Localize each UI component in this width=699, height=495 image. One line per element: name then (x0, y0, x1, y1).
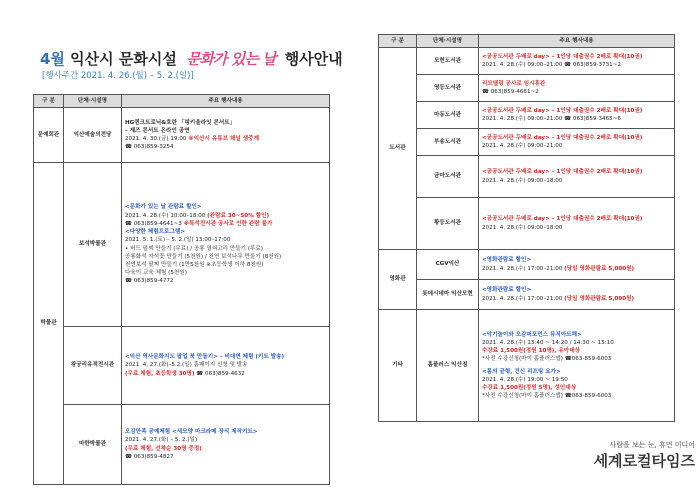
header-venue: 단체·시설명 (417, 35, 479, 48)
header-content: 주요 행사내용 (479, 35, 675, 48)
category-library: 도서관 (379, 48, 417, 250)
page-title: 4월 익산시 문화시설 문화가 있는 날 행사안내 (40, 50, 343, 68)
venue-jewelry-museum: 보석박물관 (64, 163, 122, 327)
event-cell: <영화관람료 할인> 2021. 4. 28.(수) 17:00–21:00 (당일 영화관람료 5,000원) (479, 280, 675, 310)
header-content: 주요 행사내용 (122, 95, 330, 108)
right-schedule-table (378, 34, 675, 422)
event-cell: <공공도서관 두배로 day> – 1인당 대출권수 2배로 확대(10권) 2021. 4. 28.(수) 09:00–21:00 ☎ 063)859-3465~6 (479, 102, 675, 129)
category-cultural-hall: 문예회관 (34, 108, 64, 163)
event-cell: <문화가 있는 날 관람료 할인> 2021. 4. 28.(수) 10:00–18:00 (관람료 30~50% 할인) ☎ 063)859-4641~3 ※특석전시관 공사로 인한 관람 불가 <다양한 체험프로그램> 2021. 5. 1.(토) – 5. 2.(일) 13:00–17:00 • 버드 펄찌 만들기 (무료) / 공룡 열쇠고리 만들기 (무료) 공룡화석 자석꽃 만들기 (5천원) / 천연 보석나무 만들기 (8천원) 천연보석 팔찌 만들기 (1만5천원 ※초등학생 이하 8천원) 다육이 교육 체험 (5천원) ☎ 063)859-4772 (122, 163, 330, 327)
event-cell: <공공도서관 두배로 day> – 1인당 대출권수 2배로 확대(10권) 2021. 4. 28.(수) 09:00–18:00 (479, 156, 675, 198)
footer-logo: 세계로컬타임즈 (593, 452, 695, 470)
event-cell: <익산 역사문화지도 팝업 북 만들기> – 비대면 체험 (키트 발송) 2021. 4. 27.(화)–5.2.(일) 홈페이지 신청 및 발송 (무료 체험, 초등학생 30명) ☎ 063)859-4632 (122, 327, 330, 405)
venue-geumma-library: 금마도서관 (417, 156, 479, 198)
event-cell: <공공도서관 두배로 day> – 1인당 대출권수 2배로 확대(10권) 2021. 4. 28.(수) 09:00–21:00 ☎ 063)859-3731~2 (479, 48, 675, 75)
event-period: [행사주간 2021. 4. 26.(월) – 5. 2.(일)] (42, 71, 194, 81)
event-cell: 오감만족 공예체험 <새모양 마크라메 장식 제작키트> 2021. 4. 27.(화) – 5. 2.(일) (무료 체험, 선착순 30명 증정) ☎ 063)859-4827 (122, 405, 330, 485)
footer-brand (555, 440, 695, 480)
venue-busong-library: 부송도서관 (417, 129, 479, 156)
venue-iksan-arts-center: 익산예술의전당 (64, 108, 122, 163)
event-cell: <악기놀이와 오감퍼포먼스 뮤직아트해> 2021. 4. 28.(수) 13:40 ~ 14:20 / 14:30 ~ 15:10 수강료 1,500원(정원 10명), 유아대상 *사전 수강신청(마이 홈플러스앱) ☎063-859-6003 <몸의 균형, 건신 리프팅 요가> 2021. 4. 28.(수) 19:00 ~ 19:50 수강료 1,500원(정원 5명), 성인대상 *사전 수강신청(마이 홈플러스앱) ☎063-859-6003 (479, 310, 675, 422)
footer-slogan: 사람을 보는 눈, 휴먼 미디어 (609, 441, 695, 449)
venue-madong-library: 마동도서관 (417, 102, 479, 129)
header-venue: 단체·시설명 (64, 95, 122, 108)
venue-hwangdeung-library: 황등도서관 (417, 198, 479, 250)
venue-mohyeon-library: 모현도서관 (417, 48, 479, 75)
category-etc: 기타 (379, 310, 417, 422)
category-museum: 박물관 (34, 163, 64, 485)
header-category: 구 분 (34, 95, 64, 108)
venue-yeongdeung-library: 영등도서관 (417, 75, 479, 102)
venue-wanggungri-exhibition-hall: 왕궁리유적전시관 (64, 327, 122, 405)
event-cell: 리모델링 공사로 임시휴관 ☎ 063)859-4661~2 (479, 75, 675, 102)
venue-homeplus-iksan: 홈플러스 익산점 (417, 310, 479, 422)
venue-mahan-museum: 마한박물관 (64, 405, 122, 485)
category-cinema: 영화관 (379, 250, 417, 310)
venue-lotte-cinema-mohyeon: 롯데시네마 익산모현 (417, 280, 479, 310)
venue-cgv-iksan: CGV익산 (417, 250, 479, 280)
event-cell: <공공도서관 두배로 day> – 1인당 대출권수 2배로 확대(10권) 2021. 4. 28.(수) 09:00–18:00 (479, 198, 675, 250)
left-schedule-table (33, 94, 330, 485)
header-category: 구 분 (379, 35, 417, 48)
event-cell: <영화관람료 할인> 2021. 4. 28.(수) 17:00–21:00 (당일 영화관람료 5,000원) (479, 250, 675, 280)
culture-day-logo: 문화가 있는 날 (186, 50, 276, 68)
event-cell: <공공도서관 두배로 day> – 1인당 대출권수 2배로 확대(10권) 2021. 4. 28.(수) 09:00–21:00 (479, 129, 675, 156)
event-cell: HG퀸크트로닉&호란 「펑키울라잇 콘서트」 – 제즈 콘서트 온라인 공연 2021. 4. 30.(금) 19:00 ※익산시 유튜브 채널 생중계 ☎ 063)859-3254 (122, 108, 330, 163)
